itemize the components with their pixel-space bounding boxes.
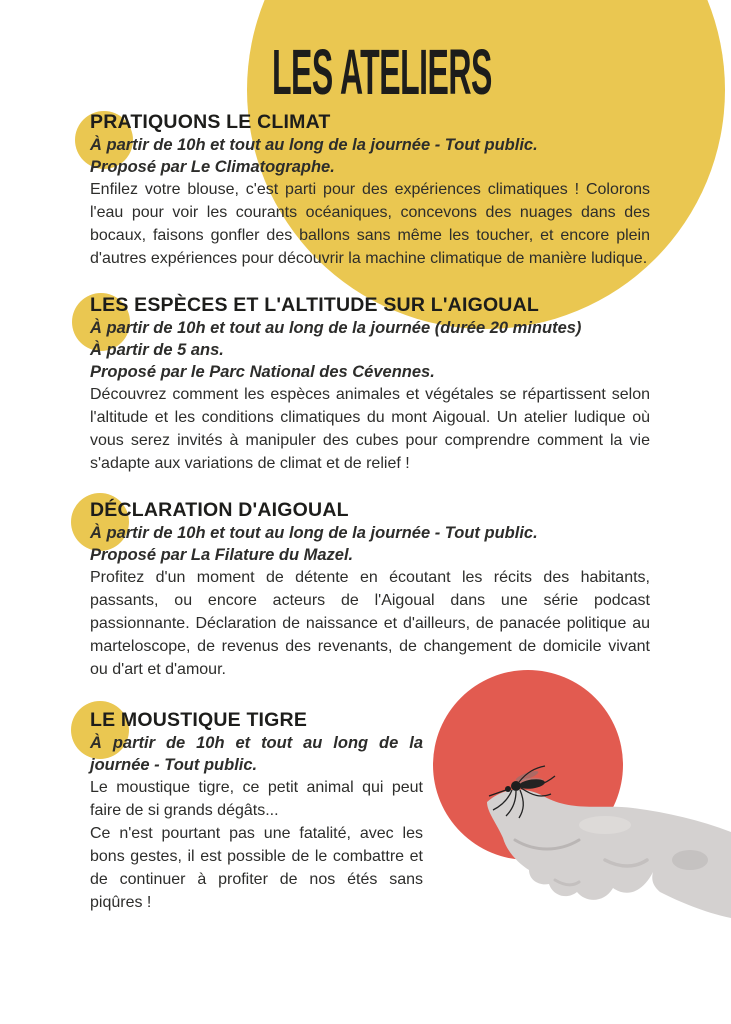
section-organizer: Proposé par La Filature du Mazel. — [90, 546, 354, 564]
section-organizer: Proposé par Le Climatographe. — [90, 158, 335, 176]
section-especes-altitude-aigoual — [90, 295, 650, 475]
section-heading: PRATIQUONS LE CLIMAT — [90, 111, 331, 133]
page-title: LES ATELIERS — [272, 36, 492, 108]
section-organizer: Proposé par le Parc National des Cévennes. — [90, 363, 435, 381]
section-heading: LES ESPÈCES ET L'ALTITUDE SUR L'AIGOUAL — [90, 294, 539, 316]
section-body-paragraph: Profitez d'un moment de détente en écoutant les récits des habitants, passants, ou encore acteurs de l'Aigoual dans une série podcast passionnante. Déclaration de naissance et d'ailleurs, de panacée politique au marteloscope, de revenus des revenants, de changement de domicile vivant ou d'art et d'amour. — [90, 569, 650, 678]
section-heading: DÉCLARATION D'AIGOUAL — [90, 499, 349, 521]
section-body-paragraph: Découvrez comment les espèces animales et végétales se répartissent selon l'altitude et les conditions climatiques du mont Aigoual. Un atelier ludique où vous serez invités à manipuler des cubes pour comprendre comment la vie s'adapte aux variations de climat et de relief ! — [90, 386, 650, 472]
section-body — [90, 383, 650, 475]
section-heading: LE MOUSTIQUE TIGRE — [90, 709, 308, 731]
section-schedule-age: À partir de 5 ans. — [90, 341, 224, 359]
hand-image — [487, 789, 731, 918]
hand-with-mosquito-image — [455, 740, 731, 960]
section-body-paragraph: Enfilez votre blouse, c'est parti pour des expériences climatiques ! Colorons l'eau pour voir les courants océaniques, concevons des nuages dans des bocaux, faisons gonfler des ballons sans même les toucher, et encore plein d'autres expériences pour découvrir la machine climatique de manière ludique. — [90, 181, 650, 267]
section-body — [90, 566, 650, 681]
section-body-paragraph: Ce n'est pourtant pas une fatalité, avec les bons gestes, il est possible de le combattre et de continuer à profiter de nos étés sans piqûres ! — [90, 825, 423, 911]
section-body — [90, 776, 423, 914]
section-schedule: À partir de 10h et tout au long de la journée (durée 20 minutes) — [90, 319, 582, 337]
section-schedule: À partir de 10h et tout au long de la journée - Tout public. — [90, 524, 538, 542]
section-declaration-daigoual — [90, 500, 650, 704]
section-body-paragraph: Le moustique tigre, ce petit animal qui peut faire de si grands dégâts... — [90, 779, 423, 819]
section-pratiquons-le-climat — [90, 112, 650, 270]
section-schedule: À partir de 10h et tout au long de la journée - Tout public. — [90, 136, 538, 154]
section-schedule: À partir de 10h et tout au long de la journée - Tout public. — [90, 734, 423, 774]
section-le-moustique-tigre — [90, 710, 423, 914]
section-body — [90, 178, 650, 270]
